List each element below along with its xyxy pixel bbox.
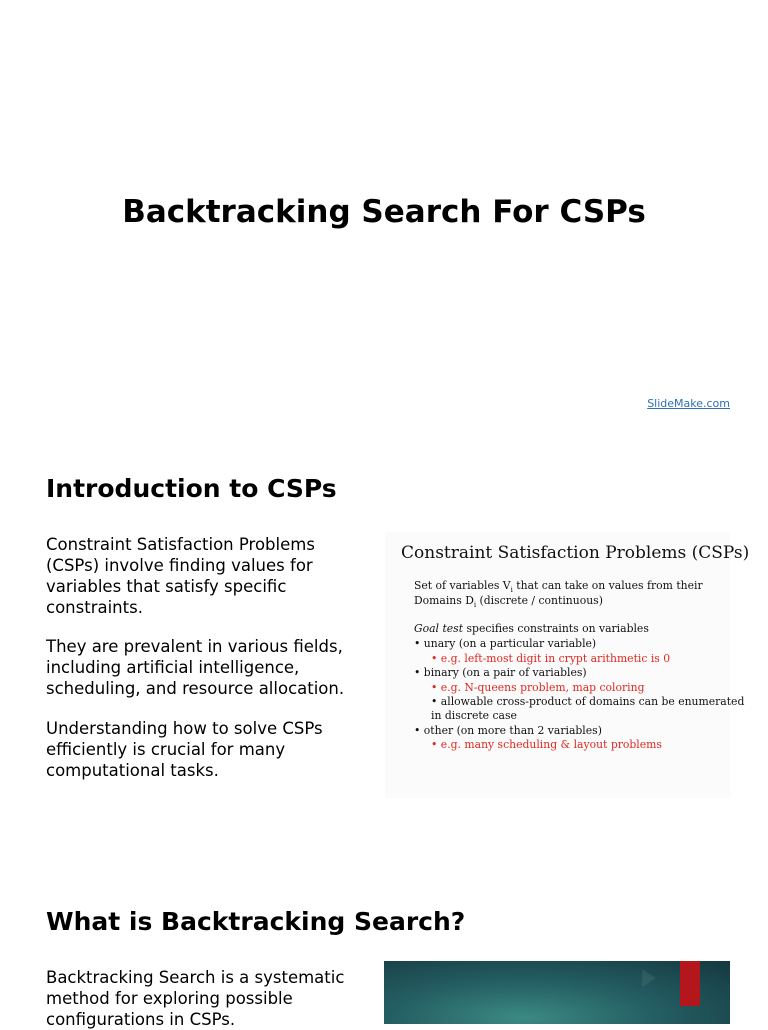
csp-slide-binary-example: • e.g. N-queens problem, map coloring xyxy=(431,681,645,694)
csp-slide-binary: • binary (on a pair of variables) xyxy=(414,666,587,679)
section-heading-introduction: Introduction to CSPs xyxy=(46,474,337,503)
csp-slide-title: Constraint Satisfaction Problems (CSPs) xyxy=(401,543,750,563)
page-title: Backtracking Search For CSPs xyxy=(122,194,646,230)
intro-paragraph-3: Understanding how to solve CSPs efficiently is crucial for many computational tasks. xyxy=(46,719,323,780)
csp-slide-other-example: • e.g. many scheduling & layout problems xyxy=(431,738,662,751)
backtracking-slide-image xyxy=(384,961,730,1024)
csp-slide-domains-line: Domains $D_i$ (discrete / continuous) xyxy=(414,594,603,610)
csp-slide-unary: • unary (on a particular variable) xyxy=(414,637,597,650)
intro-paragraph-2: They are prevalent in various fields, including artificial intelligence, scheduling, and resource allocation. xyxy=(46,637,345,698)
csp-slide-image xyxy=(385,532,750,798)
section-heading-backtracking: What is Backtracking Search? xyxy=(46,907,466,936)
csp-slide-variables-line: Set of variables $V_i$ that can take on values from their xyxy=(414,579,703,595)
slidemake-link[interactable]: SlideMake.com xyxy=(647,397,730,410)
csp-slide-binary-note-cont: in discrete case xyxy=(431,709,517,722)
csp-slide-binary-note: • allowable cross-product of domains can be enumerated xyxy=(431,695,745,708)
backtracking-paragraph-1: Backtracking Search is a systematic method for exploring possible configurations in CSPs. xyxy=(46,968,345,1029)
csp-slide-other: • other (on more than 2 variables) xyxy=(414,724,602,737)
red-accent-bar xyxy=(680,961,700,1006)
csp-slide-goal-line: Goal test specifies constraints on variables xyxy=(414,622,649,635)
decorative-arrow-shape xyxy=(642,969,656,987)
csp-slide-unary-example: • e.g. left-most digit in crypt arithmetic is 0 xyxy=(431,652,671,665)
intro-paragraph-1: Constraint Satisfaction Problems (CSPs) involve finding values for variables that satisfy specific constraints. xyxy=(46,535,315,617)
